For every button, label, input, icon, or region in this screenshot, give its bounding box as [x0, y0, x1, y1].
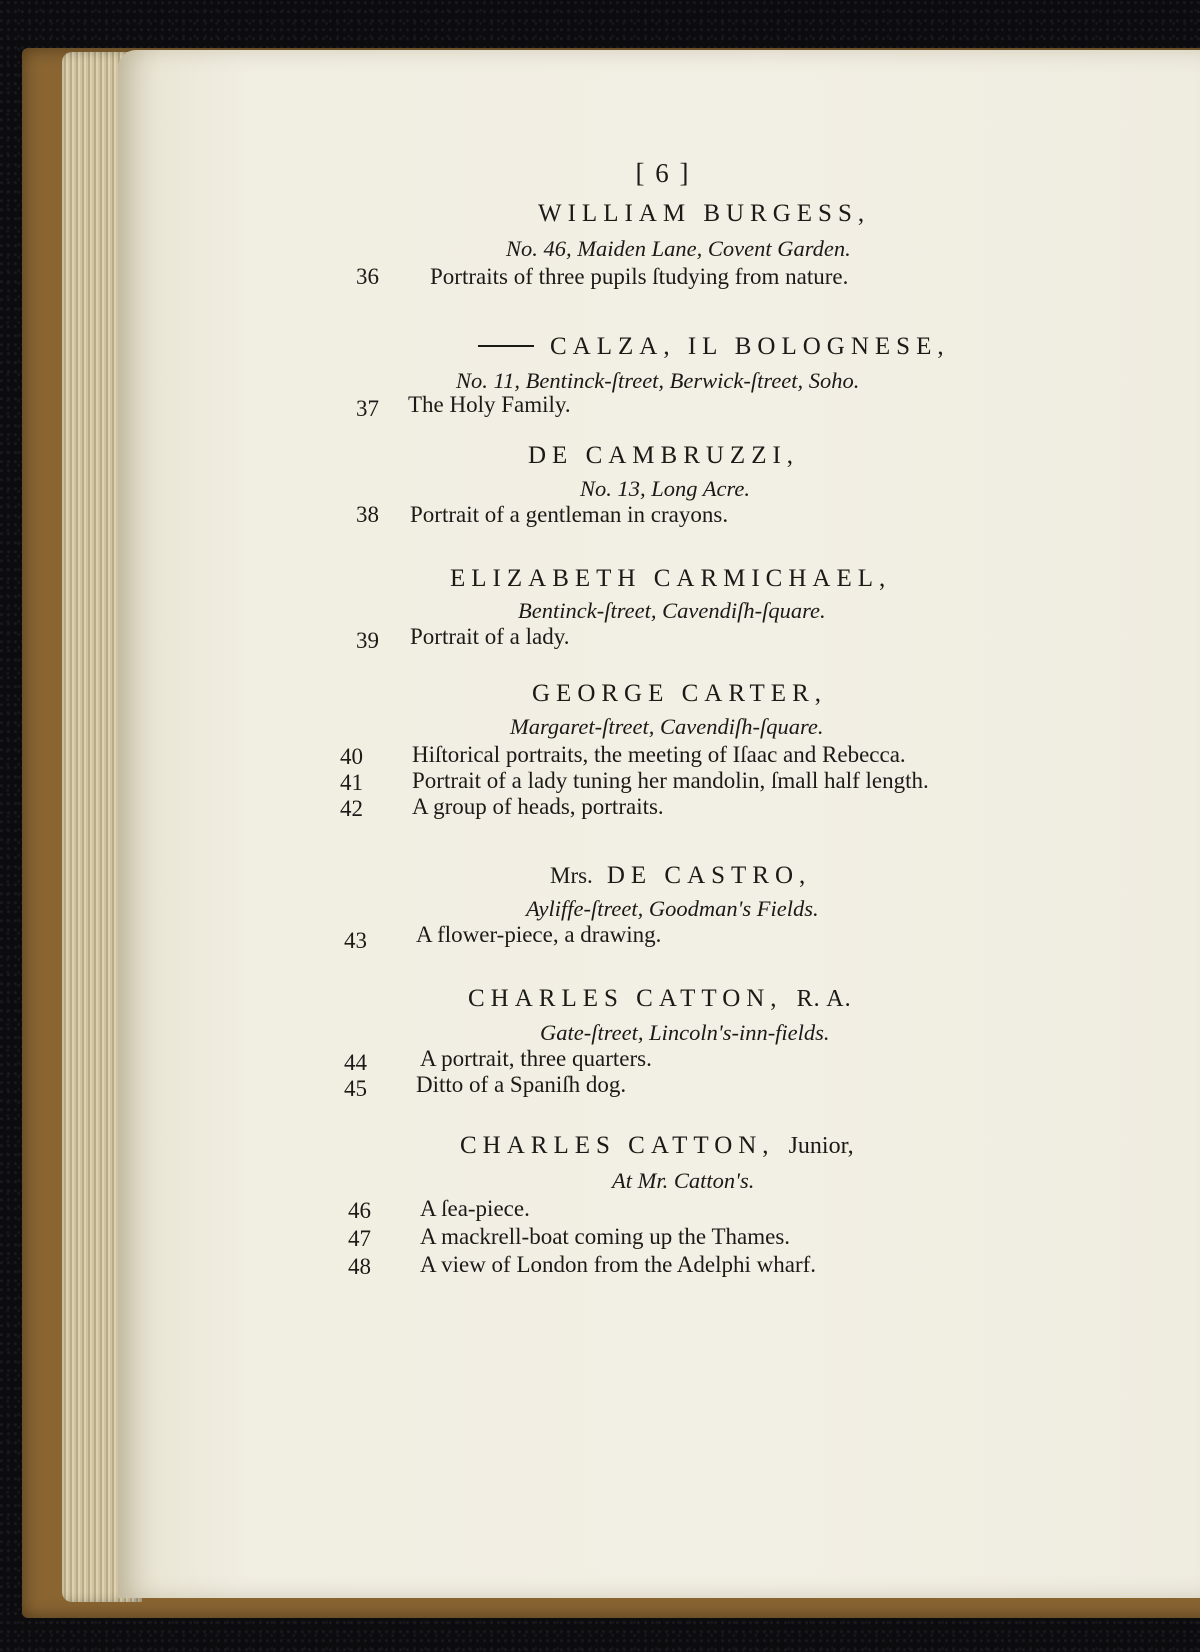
artist-address: Ayliffe-ſtreet, Goodman's Fields.: [526, 896, 819, 921]
artist-name-line: [550, 862, 811, 890]
artist-name: CHARLES CATTON,: [468, 985, 783, 1012]
entry-number: 47: [348, 1226, 371, 1251]
page-number: [ 6 ]: [635, 158, 691, 188]
artist-name: CALZA, IL BOLOGNESE,: [550, 333, 950, 360]
entry-title: Hiſtorical portraits, the meeting of Iſaac and Rebecca.: [412, 742, 906, 767]
entry-title: Ditto of a Spaniſh dog.: [416, 1072, 627, 1097]
entry-title: A flower-piece, a drawing.: [416, 922, 662, 947]
entry-title: A ſea-piece.: [420, 1196, 530, 1221]
entry-title: The Holy Family.: [408, 392, 571, 417]
entry-title: Portraits of three pupils ſtudying from nature.: [430, 264, 849, 289]
artist-address: Bentinck-ſtreet, Cavendiſh-ſquare.: [518, 598, 826, 623]
artist-name: GEORGE CARTER,: [532, 680, 827, 707]
entry-number: 40: [340, 744, 363, 769]
entry-number: 37: [356, 396, 379, 421]
artist-address: Margaret-ſtreet, Cavendiſh-ſquare.: [510, 714, 824, 739]
artist-address: At Mr. Catton's.: [612, 1168, 755, 1193]
page-header: [118, 158, 1200, 189]
artist-name: CHARLES CATTON,: [460, 1132, 775, 1159]
entry-title: Portrait of a gentleman in crayons.: [410, 502, 729, 527]
artist-name: WILLIAM BURGESS,: [538, 200, 871, 227]
artist-name: DE CASTRO,: [606, 862, 812, 889]
entry-title: A group of heads, portraits.: [412, 794, 664, 819]
artist-name-line: [460, 1132, 854, 1160]
artist-name: ELIZABETH CARMICHAEL,: [450, 565, 892, 592]
artist-suffix: Junior,: [788, 1133, 854, 1159]
book-page: [118, 50, 1200, 1598]
entry-title: A portrait, three quarters.: [420, 1046, 652, 1071]
entry-number: 38: [356, 502, 379, 527]
entry-number: 43: [344, 928, 367, 953]
entry-number: 46: [348, 1198, 371, 1223]
artist-address: Gate-ſtreet, Lincoln's-inn-fields.: [540, 1020, 830, 1045]
artist-suffix: R. A.: [796, 986, 852, 1012]
artist-name: DE CAMBRUZZI,: [528, 442, 800, 469]
entry-number: 48: [348, 1254, 371, 1279]
artist-name-line: [478, 333, 950, 361]
artist-address: No. 13, Long Acre.: [580, 476, 751, 501]
artist-name-line: [468, 985, 852, 1013]
ditto-dash: [478, 345, 534, 347]
entry-number: 36: [356, 264, 379, 289]
entry-title: A view of London from the Adelphi wharf.: [420, 1252, 817, 1277]
entry-number: 45: [344, 1076, 367, 1101]
entry-number: 44: [344, 1050, 367, 1075]
entry-title: Portrait of a lady tuning her mandolin, ſmall half length.: [412, 768, 929, 793]
artist-address: No. 46, Maiden Lane, Covent Garden.: [506, 236, 851, 261]
entry-title: Portrait of a lady.: [410, 624, 570, 649]
entry-number: 41: [340, 770, 363, 795]
artist-address: No. 11, Bentinck-ſtreet, Berwick-ſtreet, Soho.: [456, 368, 860, 393]
entry-title: A mackrell-boat coming up the Thames.: [420, 1224, 791, 1249]
artist-prefix: Mrs.: [550, 863, 593, 888]
entry-number: 42: [340, 796, 363, 821]
entry-number: 39: [356, 628, 379, 653]
